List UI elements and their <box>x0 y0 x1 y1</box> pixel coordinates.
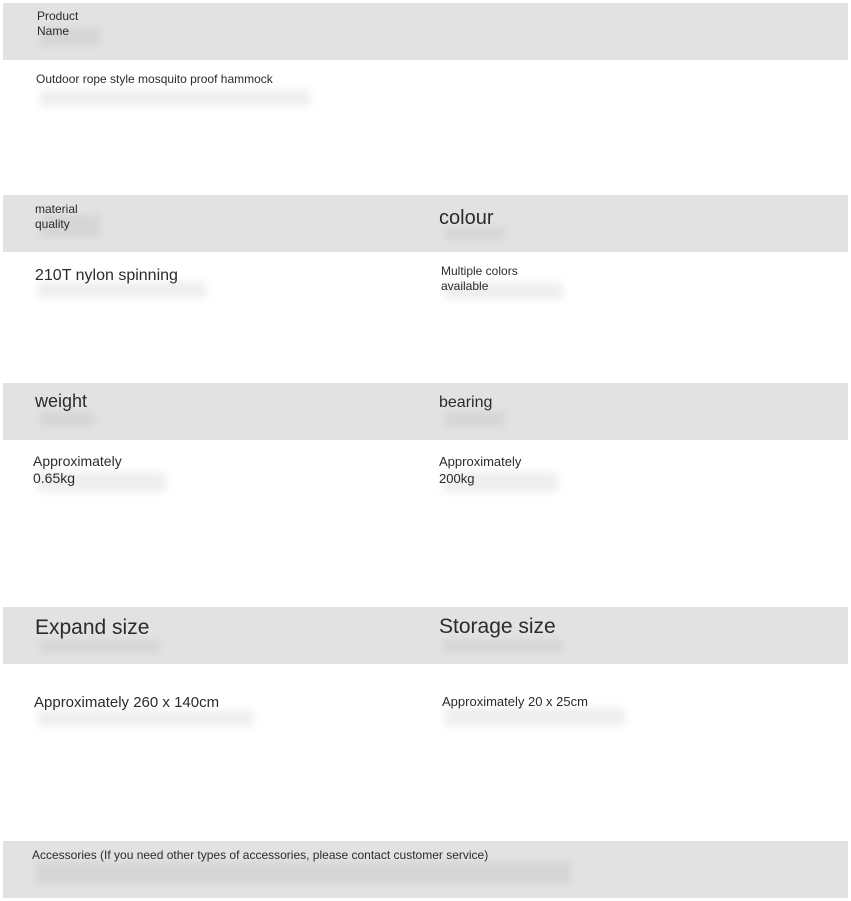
ghost-text-shadow <box>445 708 625 726</box>
product-name-label-line1: Product <box>37 9 79 23</box>
bearing-value-line2: 200kg <box>439 471 475 486</box>
colour-label: colour <box>439 207 494 229</box>
expand-size-value: Approximately 260 x 140cm <box>34 694 220 711</box>
storage-size-value: Approximately 20 x 25cm <box>442 694 588 709</box>
header-band-weight-bearing <box>3 383 848 440</box>
weight-value-line2: 0.65kg <box>33 470 76 486</box>
ghost-text-shadow <box>40 412 95 426</box>
bearing-value-line1: Approximately <box>439 454 522 469</box>
header-band-product-name <box>3 3 848 60</box>
ghost-text-shadow <box>443 640 563 652</box>
ghost-text-shadow <box>40 640 160 652</box>
ghost-text-shadow <box>36 862 571 884</box>
product-name-label-line2: Name <box>37 24 70 38</box>
ghost-text-shadow <box>445 412 505 426</box>
storage-size-label: Storage size <box>439 615 556 638</box>
expand-size-label: Expand size <box>35 616 150 639</box>
ghost-text-shadow <box>38 710 253 726</box>
ghost-text-shadow <box>40 90 310 106</box>
bearing-label: bearing <box>439 394 493 411</box>
material-label-line1: material <box>35 202 78 216</box>
header-band-material-colour <box>3 195 848 252</box>
weight-label: weight <box>35 391 88 411</box>
product-name-value: Outdoor rope style mosquito proof hammock <box>36 72 273 86</box>
material-value: 210T nylon spinning <box>35 267 178 284</box>
material-label-line2: quality <box>35 217 70 231</box>
accessories-label: Accessories (If you need other types of accessories, please contact customer service) <box>32 848 489 862</box>
colour-value-line1: Multiple colors <box>441 264 518 278</box>
colour-value-line2: available <box>441 279 489 293</box>
weight-value-line1: Approximately <box>33 453 122 469</box>
